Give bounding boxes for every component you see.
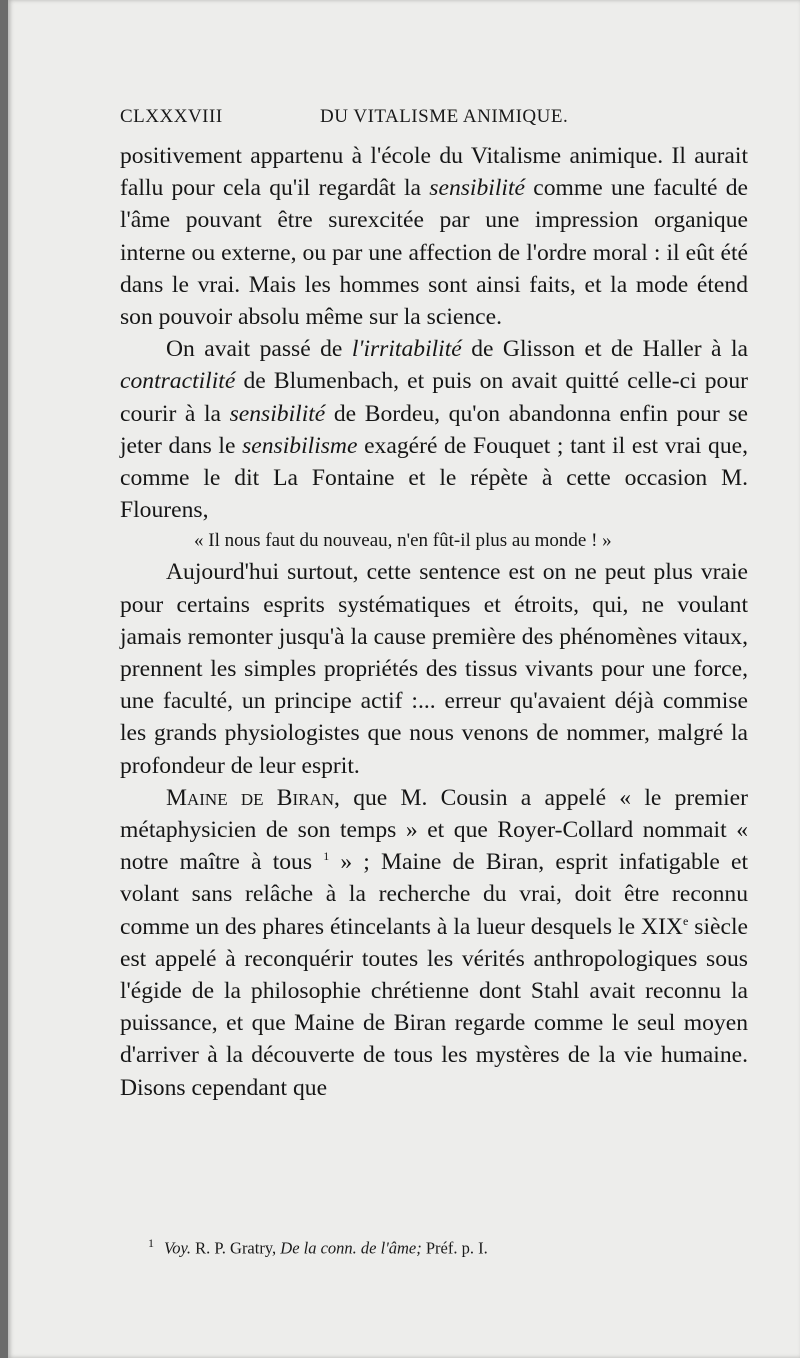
footnote-ref: 1 [323,849,330,864]
paragraph-2: On avait passé de l'irritabilité de Glisson et de Haller à la contractilité de Blumenbach, et puis on avait quitté celle-ci pour courir à la sensibilité de Bordeu, qu'on abandonna enfin pour se jeter dans le sensibilisme exagéré de Fouquet ; tant il est vrai que, comme le dit La Fontaine et le répète à cette occasion M. Flourens, [120,336,748,524]
page-number: CLXXXVIII [120,106,223,127]
page-header [120,106,740,136]
paragraph-1: positivement appartenu à l'école du Vitalisme animique. Il aurait fallu pour cela qu'il regardât la sensibilité comme une faculté de l'âme pouvant être surexcitée par une impression organique interne ou externe, ou par une affection de l'ordre moral : il eût été dans le vrai. Mais les hommes sont ainsi faits, et la mode étend son pouvoir absolu même sur la science. [120,143,748,331]
footnote-mark: 1 [148,1236,154,1250]
footnote: $^1$ Voy. R. P. Gratry, De la conn. de l'âme; Préf. p. I. [148,1236,488,1258]
running-title: DU VITALISME ANIMIQUE. [320,106,569,127]
paragraph-4: Maine de Biran, que M. Cousin a appelé « le premier métaphysicien de son temps » et que Royer-Collard nommait « notre maître à tous $^1$ » ; Maine de Biran, esprit infatigable et volant sans relâche à la recherche du vrai, doit être reconnu comme un des phares étincelants à la lueur desquels le XIXe siècle est appelé à reconquérir toutes les vérités anthropologiques sous l'égide de la philosophie chrétienne dont Stahl avait reconnu la puissance, et que Maine de Biran regarde comme le seul moyen d'arriver à la découverte de tous les mystères de la vie humaine. Disons cependant que [120,784,749,1101]
book-page [8,0,800,1358]
name-maine-de-biran: Maine de Biran [166,784,335,811]
quotation: « Il nous faut du nouveau, n'en fût-il plus au monde ! » [194,530,612,552]
paragraph-3: Aujourd'hui surtout, cette sentence est on ne peut plus vraie pour certains esprits systématiques et étroits, qui, ne voulant jamais remonter jusqu'à la cause première des phénomènes vitaux, prennent les simples propriétés des tissus vivants pour une force, une faculté, un principe actif :... erreur qu'avaient déjà commise les grands physiologistes que nous venons de nommer, malgré la profondeur de leur esprit. [120,559,748,779]
body-text [120,140,748,1104]
